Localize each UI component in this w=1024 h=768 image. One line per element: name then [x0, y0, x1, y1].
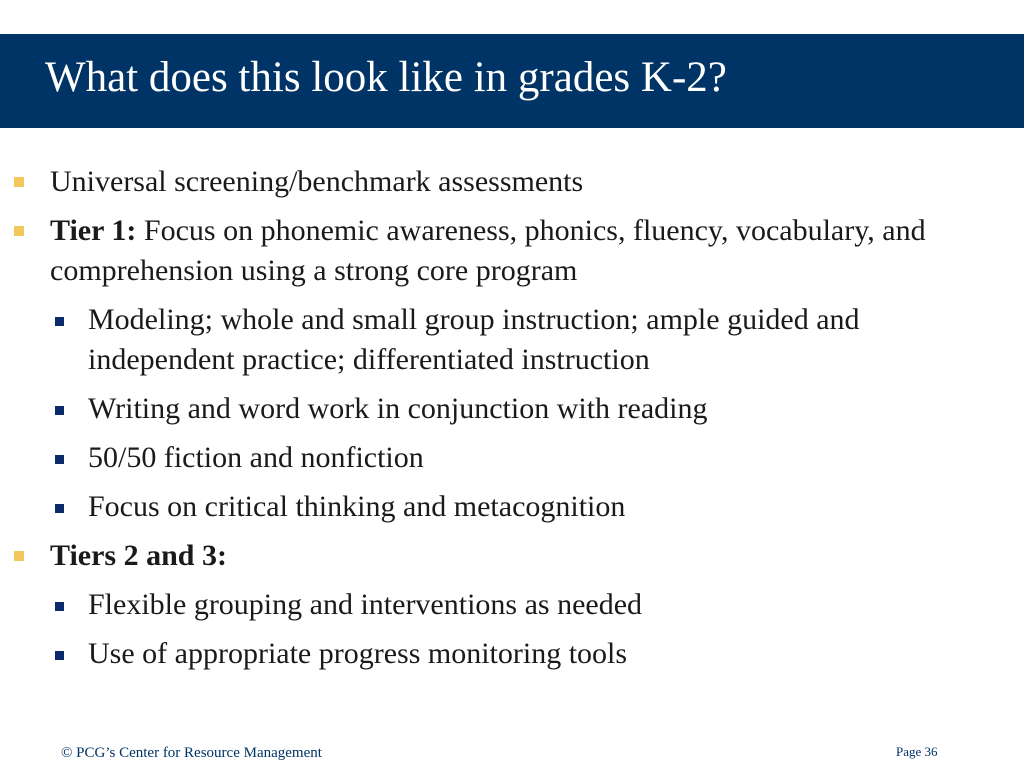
bullet-tier-1 [0, 211, 990, 291]
bullet-tiers-2-3 [0, 536, 990, 576]
square-bullet-icon [55, 317, 64, 326]
slide-title: What does this look like in grades K-2? [45, 54, 727, 101]
sub-bullet-modeling [0, 300, 993, 380]
square-bullet-icon [55, 651, 64, 660]
square-bullet-icon [55, 406, 64, 415]
slide-content [0, 162, 1024, 683]
sub-bullet-fiction [0, 438, 993, 478]
sub-bullet-text: Focus on critical thinking and metacognition [88, 490, 626, 523]
bullet-label: Tiers 2 and 3: [50, 539, 227, 572]
sub-bullet-text: Modeling; whole and small group instruction; ample guided and independent practice; differentiated instruction [88, 303, 860, 376]
sub-bullet-progress-monitoring [0, 634, 993, 674]
square-bullet-icon [55, 602, 64, 611]
sub-bullet-critical-thinking [0, 487, 993, 527]
bullet-text: Focus on phonemic awareness, phonics, fluency, vocabulary, and comprehension using a strong core program [50, 214, 926, 287]
sub-bullet-text: Flexible grouping and interventions as needed [88, 588, 643, 621]
square-bullet-icon [14, 226, 24, 236]
sub-bullet-text: Use of appropriate progress monitoring tools [88, 637, 628, 670]
sub-bullet-text: 50/50 fiction and nonfiction [88, 441, 424, 474]
sub-bullet-flexible-grouping [0, 585, 993, 625]
square-bullet-icon [55, 455, 64, 464]
bullet-label: Tier 1: [50, 214, 137, 247]
bullet-universal-screening [0, 162, 990, 202]
footer-copyright: © PCG’s Center for Resource Management [61, 745, 322, 761]
sub-bullet-writing [0, 389, 993, 429]
square-bullet-icon [14, 177, 24, 187]
footer-page-number: Page 36 [896, 744, 938, 759]
bullet-text: Universal screening/benchmark assessments [50, 165, 584, 198]
square-bullet-icon [55, 504, 64, 513]
sub-bullet-text: Writing and word work in conjunction with reading [88, 392, 708, 425]
square-bullet-icon [14, 551, 24, 561]
